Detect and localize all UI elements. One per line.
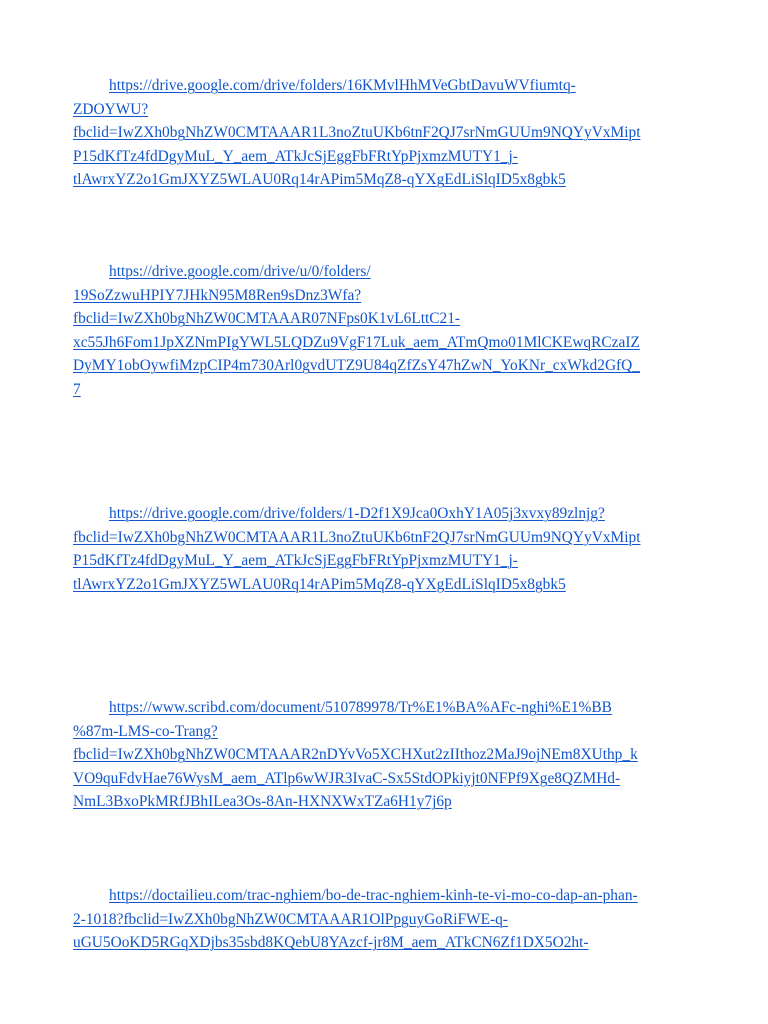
hyperlink-google-drive-folder-1[interactable] bbox=[73, 74, 698, 192]
hyperlink-line[interactable]: uGU5OoKD5RGqXDjbs35sbd8KQebU8YAzcf-jr8M_aem_ATkCN6Zf1DX5O2ht- bbox=[73, 934, 589, 952]
hyperlink-scribd-document[interactable] bbox=[73, 696, 698, 814]
hyperlink-line[interactable]: xc55Jh6Fom1JpXZNmPIgYWL5LQDZu9VgF17Luk_aem_ATmQmo01MlCKEwqRCzaIZ bbox=[73, 333, 640, 351]
hyperlink-line[interactable]: NmL3BxoPkMRfJBhILea3Os-8An-HXNXWxTZa6H1y7j6p bbox=[73, 793, 452, 811]
hyperlink-line[interactable]: fbclid=IwZXh0bgNhZW0CMTAAAR2nDYvVo5XCHXut2zIIthoz2MaJ9ojNEm8XUthp_k bbox=[73, 746, 638, 764]
hyperlink-line[interactable]: https://drive.google.com/drive/folders/16KMvlHhMVeGbtDavuWVfiumtq- bbox=[109, 77, 576, 94]
hyperlink-line[interactable]: VO9quFdvHae76WysM_aem_ATlp6wWJR3IvaC-Sx5StdOPkiyjt0NFPf9Xge8QZMHd- bbox=[73, 769, 621, 787]
hyperlink-line[interactable]: DyMY1obOywfiMzpCIP4m730Arl0gvdUTZ9U84qZfZsY47hZwN_YoKNr_cxWkd2GfQ_ bbox=[73, 357, 640, 375]
hyperlink-line[interactable]: 2-1018?fbclid=IwZXh0bgNhZW0CMTAAAR1OlPpguyGoRiFWE-q- bbox=[73, 910, 508, 928]
hyperlink-line[interactable]: P15dKfTz4fdDgyMuL_Y_aem_ATkJcSjEggFbFRtYpPjxmzMUTY1_j- bbox=[73, 147, 518, 165]
hyperlink-google-drive-folder-2[interactable] bbox=[73, 260, 698, 402]
hyperlink-line[interactable]: ZDOYWU? bbox=[73, 100, 149, 118]
hyperlink-line[interactable]: fbclid=IwZXh0bgNhZW0CMTAAAR07NFps0K1vL6LttC21- bbox=[73, 310, 461, 328]
hyperlink-line[interactable]: 19SoZzwuHPIY7JHkN95M8Ren9sDnz3Wfa? bbox=[73, 286, 362, 304]
hyperlink-doctailieu-page[interactable] bbox=[73, 884, 698, 955]
hyperlink-line[interactable]: tlAwrxYZ2o1GmJXYZ5WLAU0Rq14rAPim5MqZ8-qYXgEdLiSlqID5x8gbk5 bbox=[73, 575, 566, 593]
hyperlink-line[interactable]: P15dKfTz4fdDgyMuL_Y_aem_ATkJcSjEggFbFRtYpPjxmzMUTY1_j- bbox=[73, 552, 518, 570]
hyperlink-line[interactable]: 7 bbox=[73, 380, 81, 398]
hyperlink-line[interactable]: https://doctailieu.com/trac-nghiem/bo-de-trac-nghiem-kinh-te-vi-mo-co-dap-an-phan- bbox=[109, 887, 638, 904]
hyperlink-line[interactable]: https://drive.google.com/drive/folders/1-D2f1X9Jca0OxhY1A05j3xvxy89zlnjg? bbox=[109, 505, 605, 522]
hyperlink-line[interactable]: %87m-LMS-co-Trang? bbox=[73, 722, 218, 740]
hyperlink-line[interactable]: https://drive.google.com/drive/u/0/folders/ bbox=[109, 263, 371, 280]
hyperlink-line[interactable]: https://www.scribd.com/document/510789978/Tr%E1%BA%AFc-nghi%E1%BB bbox=[109, 699, 612, 716]
hyperlink-line[interactable]: fbclid=IwZXh0bgNhZW0CMTAAAR1L3noZtuUKb6tnF2QJ7srNmGUUm9NQYyVxMipt bbox=[73, 528, 641, 546]
hyperlink-google-drive-folder-3[interactable] bbox=[73, 502, 698, 596]
hyperlink-line[interactable]: tlAwrxYZ2o1GmJXYZ5WLAU0Rq14rAPim5MqZ8-qYXgEdLiSlqID5x8gbk5 bbox=[73, 171, 566, 189]
hyperlink-line[interactable]: fbclid=IwZXh0bgNhZW0CMTAAAR1L3noZtuUKb6tnF2QJ7srNmGUUm9NQYyVxMipt bbox=[73, 124, 641, 142]
